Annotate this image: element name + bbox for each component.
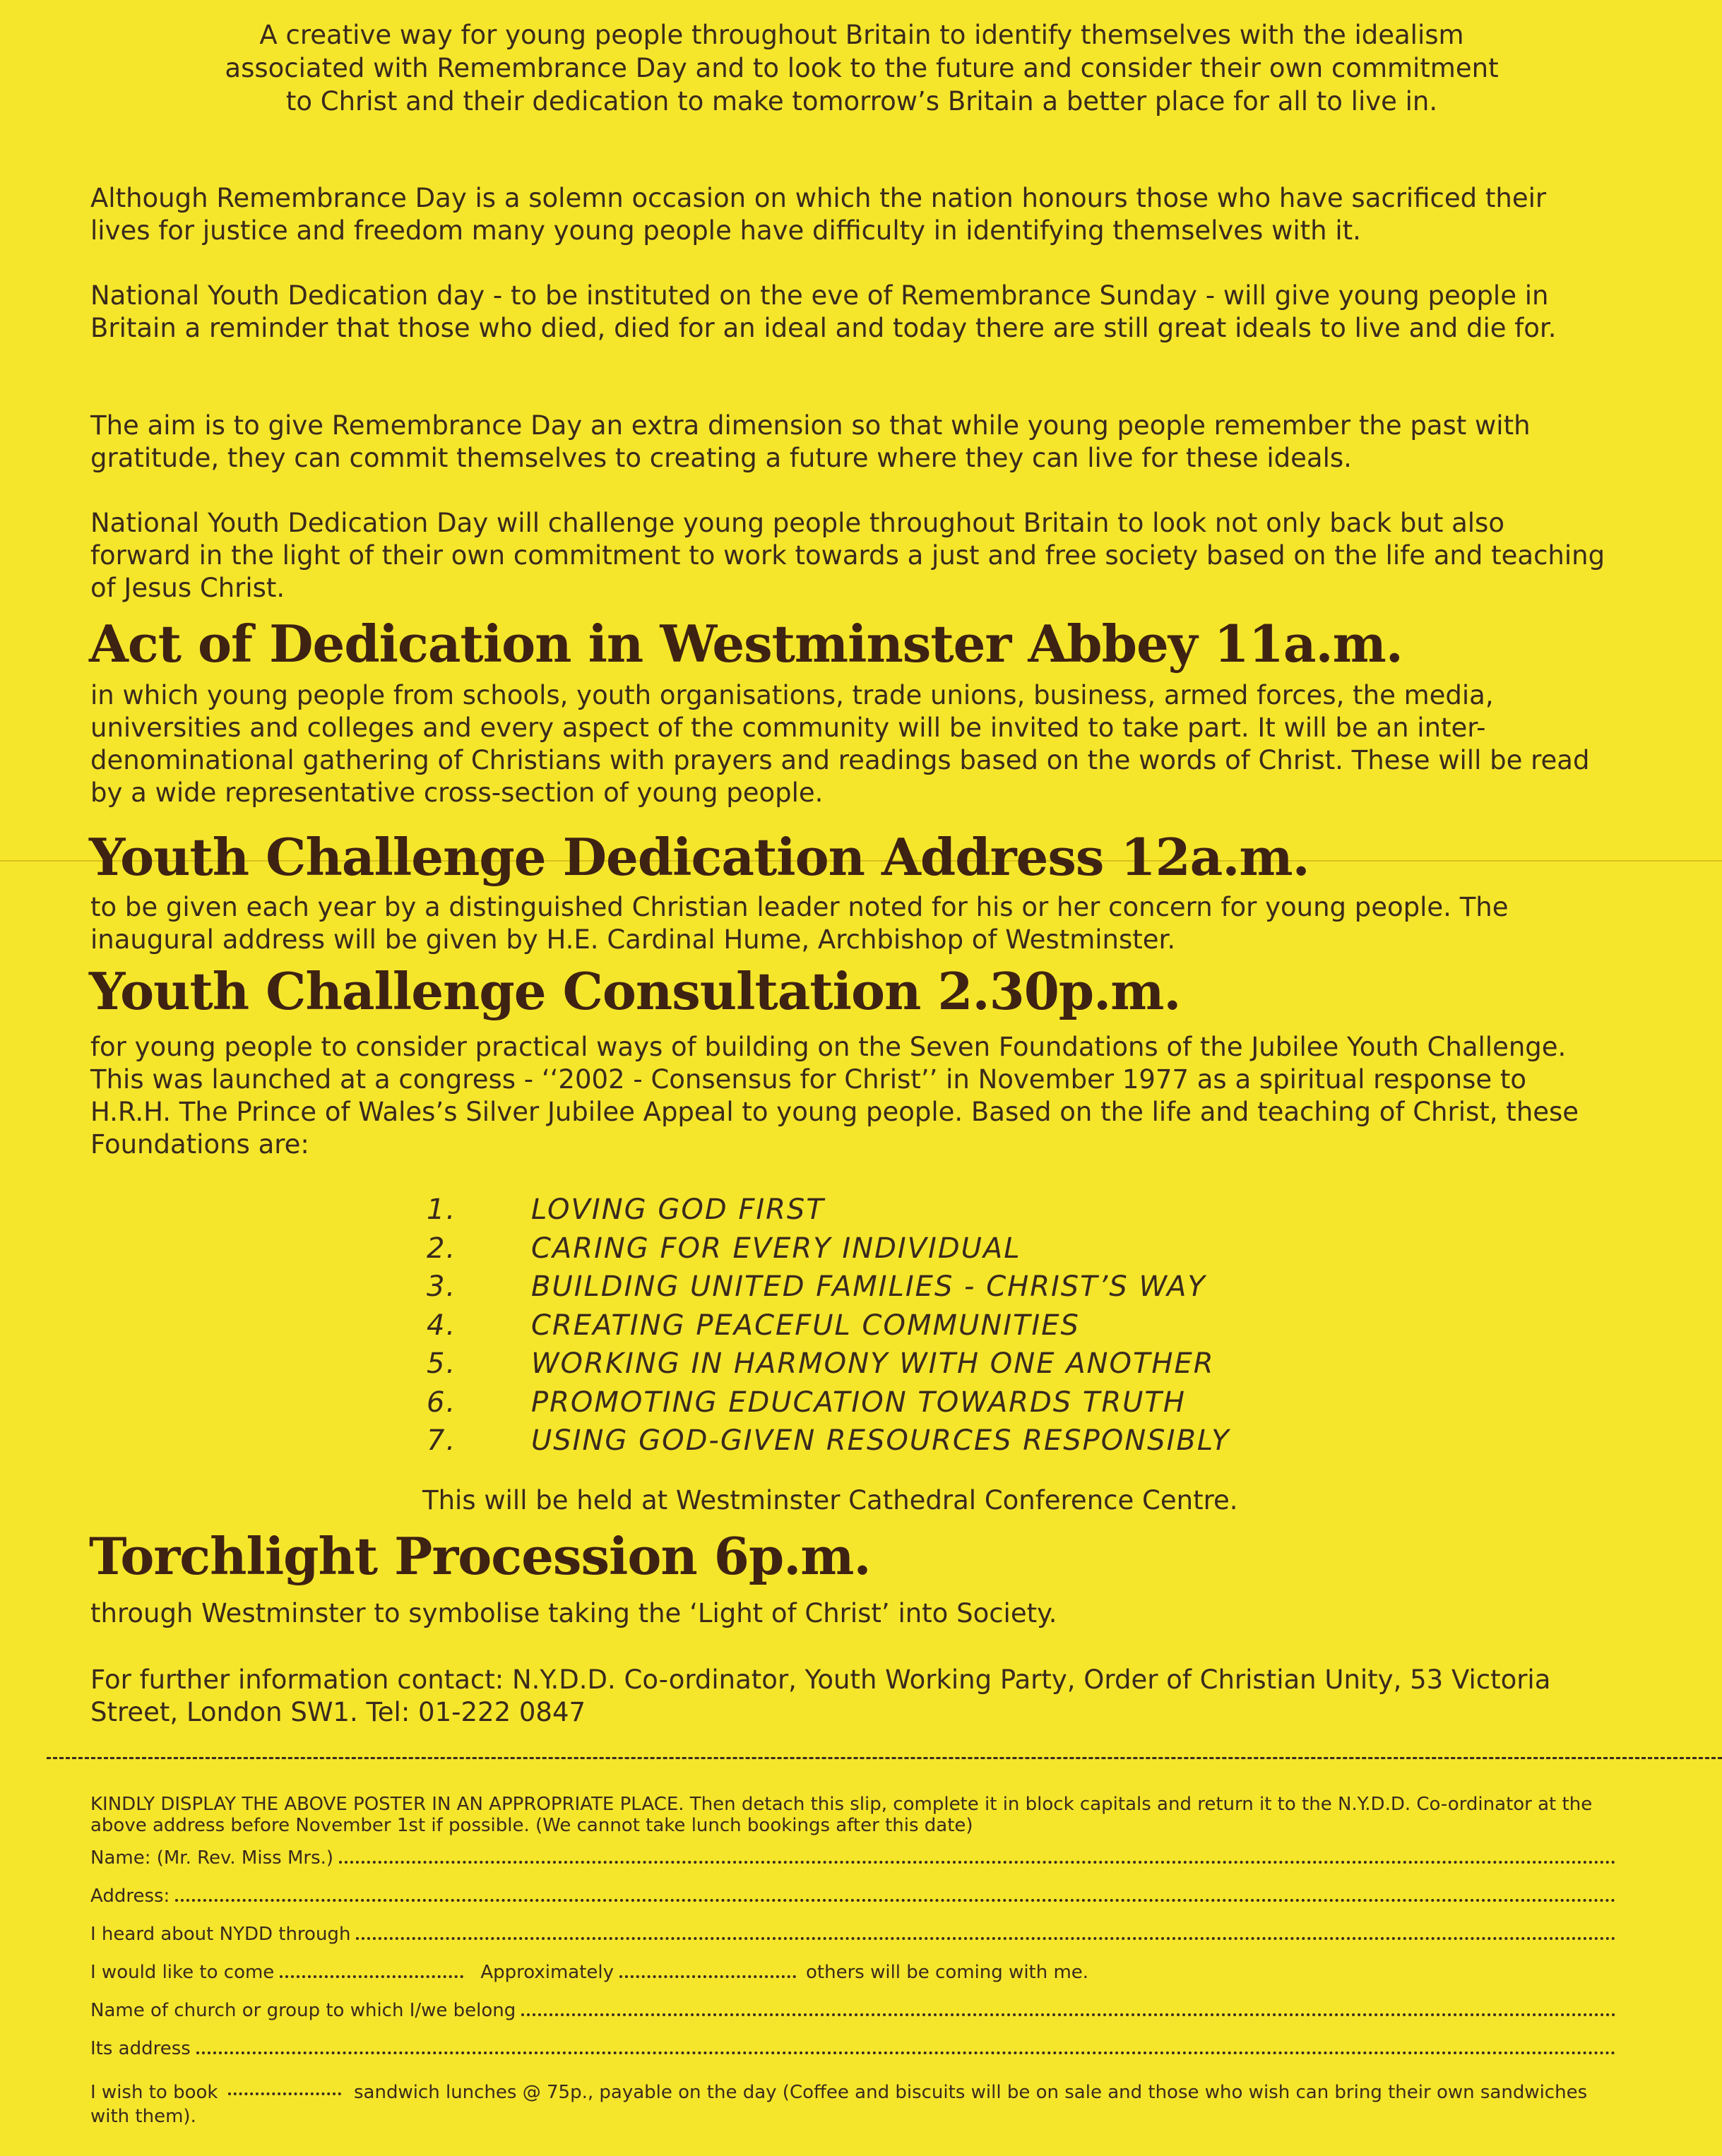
text-dedication-address: to be given each year by a distinguished Christian leader noted for his or her concern for young people. The inaugural address will be given by H.E. Cardinal Hume, Archbishop of Westminster. bbox=[90, 892, 1509, 955]
church-field[interactable] bbox=[90, 2000, 1616, 2038]
text-torchlight-procession: through Westminster to symbolise taking the ‘Light of Christ’ into Society. bbox=[90, 1598, 1057, 1628]
heard-about-label: I heard about NYDD through bbox=[90, 1924, 351, 1945]
contact-information: For further information contact: N.Y.D.D. Co-ordinator, Youth Working Party, Order of Christian Unity, 53 Victoria Street, London SW1. Tel: 01-222 0847 bbox=[90, 1664, 1551, 1727]
heading-dedication-address: Youth Challenge Dedication Address 12a.m. bbox=[89, 827, 1310, 887]
church-dotted-line[interactable] bbox=[521, 2013, 1616, 2016]
venue-note: This will be held at Westminster Cathedral Conference Centre. bbox=[422, 1485, 1238, 1515]
detach-line bbox=[47, 1757, 1722, 1759]
heading-consultation: Youth Challenge Consultation 2.30p.m. bbox=[89, 961, 1181, 1021]
attendance-field[interactable] bbox=[90, 1962, 1616, 2000]
name-dotted-line[interactable] bbox=[339, 1860, 1616, 1864]
paragraph-remembrance: Although Remembrance Day is a solemn occasion on which the nation honours those who have sacrificed their lives for justice and freedom many young people have difficulty in identifying themselves with it. bbox=[90, 183, 1547, 246]
lunch-booking-field[interactable] bbox=[90, 2080, 1616, 2128]
heard-about-field[interactable] bbox=[90, 1924, 1616, 1962]
foundations-list bbox=[427, 1191, 1230, 1460]
paragraph-challenge: National Youth Dedication Day will challenge young people throughout Britain to look not only back but also forward in the light of their own commitment to work towards a just and free society based on the life and teaching of Jesus Christ. bbox=[90, 508, 1605, 603]
list-item: 6. PROMOTING EDUCATION TOWARDS TRUTH bbox=[427, 1386, 1186, 1419]
heading-torchlight-procession: Torchlight Procession 6p.m. bbox=[89, 1526, 871, 1586]
slip-instructions: KINDLY DISPLAY THE ABOVE POSTER IN AN APPROPRIATE PLACE. Then detach this slip, complete it in block capitals and return it to the N.Y.D.D. Co-ordinator at the above address before November 1st if possible. (We cannot take lunch bookings after this date) bbox=[90, 1794, 1593, 1836]
church-label: Name of church or group to which I/we belong bbox=[90, 2000, 516, 2021]
text-act-of-dedication: in which young people from schools, youth organisations, trade unions, business, armed forces, the media, universities and colleges and every aspect of the community will be invited to take part. It will be an inter-denominational gathering of Christians with prayers and readings based on the words of Christ. These will be read by a wide representative cross-section of young people. bbox=[90, 680, 1590, 808]
others-label: others will be coming with me. bbox=[806, 1962, 1089, 1983]
address-label: Address: bbox=[90, 1886, 170, 1907]
approximately-label: Approximately bbox=[480, 1962, 614, 1983]
reply-slip bbox=[90, 1794, 1616, 2128]
address-dotted-line[interactable] bbox=[175, 1898, 1616, 1902]
intro-paragraph: A creative way for young people throughout Britain to identify themselves with the idealism associated with Remembrance Day and to look to the future and consider their own commitment to Christ and their dedication to make tomorrow’s Britain a better place for all to live in. bbox=[225, 20, 1499, 117]
come-dotted-line[interactable] bbox=[280, 1975, 463, 1978]
book-dotted-line[interactable] bbox=[228, 2092, 341, 2095]
paragraph-dedication-day: National Youth Dedication day - to be instituted on the eve of Remembrance Sunday - will give young people in Britain a reminder that those who died, died for an ideal and today there are still great ideals to live and die for. bbox=[90, 280, 1557, 343]
lunch-text: sandwich lunches @ 75p., payable on the day (Coffee and biscuits will be on sale and those who wish can bring their own sandwiches with them). bbox=[90, 2082, 1588, 2127]
paragraph-aim: The aim is to give Remembrance Day an extra dimension so that while young people remember the past with gratitude, they can commit themselves to creating a future where they can live for these ideals. bbox=[90, 410, 1531, 473]
church-address-field[interactable] bbox=[90, 2038, 1616, 2076]
heading-act-of-dedication: Act of Dedication in Westminster Abbey 11a.m. bbox=[89, 614, 1403, 674]
church-address-dotted-line[interactable] bbox=[196, 2051, 1616, 2054]
name-label: Name: (Mr. Rev. Miss Mrs.) bbox=[90, 1847, 334, 1869]
list-item: 1. LOVING GOD FIRST bbox=[427, 1193, 825, 1226]
approximately-dotted-line[interactable] bbox=[619, 1975, 796, 1978]
come-label: I would like to come bbox=[90, 1962, 275, 1983]
list-item: 2. CARING FOR EVERY INDIVIDUAL bbox=[427, 1232, 1021, 1265]
list-item: 7. USING GOD-GIVEN RESOURCES RESPONSIBLY bbox=[427, 1424, 1230, 1457]
list-item: 4. CREATING PEACEFUL COMMUNITIES bbox=[427, 1309, 1080, 1342]
name-field[interactable] bbox=[90, 1847, 1616, 1886]
text-consultation: for young people to consider practical ways of building on the Seven Foundations of the Jubilee Youth Challenge. This was launched at a congress - ‘‘2002 - Consensus for Christ’’ in November 1977 as a spiritual response to H.R.H. The Prince of Wales’s Silver Jubilee Appeal to young people. Based on the life and teaching of Christ, these Foundations are: bbox=[90, 1032, 1579, 1160]
heard-about-dotted-line[interactable] bbox=[356, 1936, 1616, 1940]
church-address-label: Its address bbox=[90, 2038, 191, 2059]
list-item: 3. BUILDING UNITED FAMILIES - CHRIST’S WAY bbox=[427, 1270, 1206, 1303]
address-field[interactable] bbox=[90, 1886, 1616, 1924]
list-item: 5. WORKING IN HARMONY WITH ONE ANOTHER bbox=[427, 1347, 1215, 1380]
book-label: I wish to book bbox=[90, 2082, 218, 2103]
